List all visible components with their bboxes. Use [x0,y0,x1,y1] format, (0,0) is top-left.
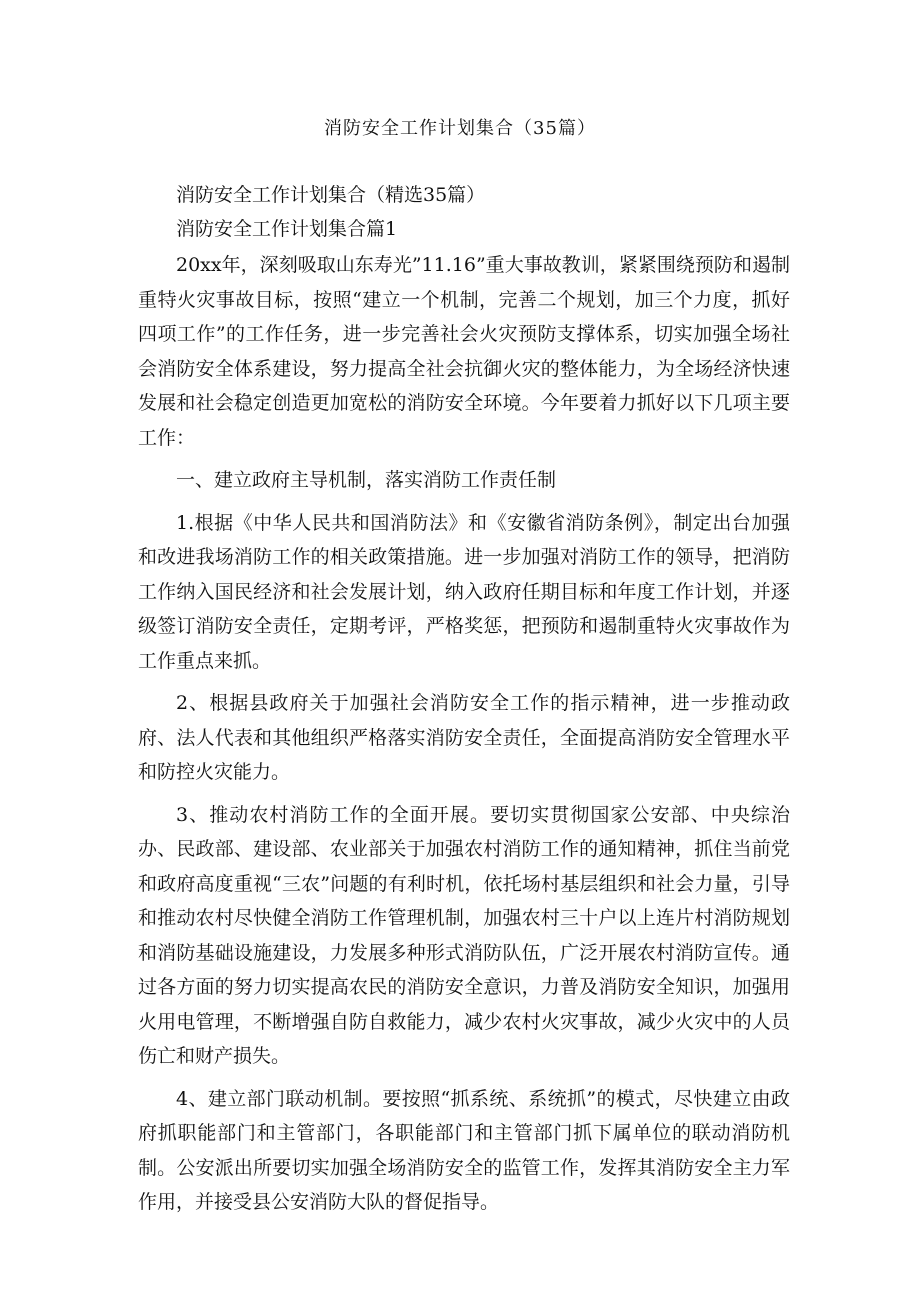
document-title: 消防安全工作计划集合（35篇） [324,118,596,139]
paragraph-item-1: 1.根据《中华人民共和国消防法》和《安徽省消防条例》，制定出台加强和改进我场消防工作的相关政策措施。进一步加强对消防工作的领导，把消防工作纳入国民经济和社会发展计划，纳入政府任期目标和年度工作计划，并逐级签订消防安全责任，定期考评，严格奖惩，把预防和遏制重特火灾事故作为工作重点来抓。 [138,511,790,672]
paragraph-item-4: 4、建立部门联动机制。要按照“抓系统、系统抓”的模式，尽快建立由政府抓职能部门和主管部门，各职能部门和主管部门抓下属单位的联动消防机制。公安派出所要切实加强全场消防安全的监管工作，发挥其消防安全主力军作用，并接受县公安消防大队的督促指导。 [138,1087,790,1213]
document-body [138,180,790,1228]
section-heading: 消防安全工作计划集合篇1 [176,218,398,240]
paragraph-intro: 20xx年，深刻吸取山东寿光”11.16”重大事故教训，紧紧围绕预防和遏制重特火灾事故目标，按照“建立一个机制，完善二个规划，加三个力度，抓好四项工作”的工作任务，进一步完善社会火灾预防支撑体系，切实加强全场社会消防安全体系建设，努力提高全社会抗御火灾的整体能力，为全场经济快速发展和社会稳定创造更加宽松的消防安全环境。今年要着力抓好以下几项主要工作： [138,254,790,449]
paragraph-item-3: 3、推动农村消防工作的全面开展。要切实贯彻国家公安部、中央综治办、民政部、建设部、农业部关于加强农村消防工作的通知精神，抓住当前党和政府高度重视“三农”问题的有利时机，依托场村基层组织和社会力量，引导和推动农村尽快健全消防工作管理机制，加强农村三十户以上连片村消防规划和消防基础设施建设，力发展多种形式消防队伍，广泛开展农村消防宣传。通过各方面的努力切实提高农民的消防安全意识，力普及消防安全知识，加强用火用电管理，不断增强自防自救能力，减少农村火灾事故，减少火灾中的人员伤亡和财产损失。 [138,803,790,1067]
paragraph-heading-one: 一、建立政府主导机制，落实消防工作责任制 [176,469,557,491]
document-subtitle: 消防安全工作计划集合（精选35篇） [176,184,486,206]
paragraph-item-2: 2、根据县政府关于加强社会消防安全工作的指示精神，进一步推动政府、法人代表和其他组织严格落实消防安全责任，全面提高消防安全管理水平和防控火灾能力。 [138,692,790,783]
